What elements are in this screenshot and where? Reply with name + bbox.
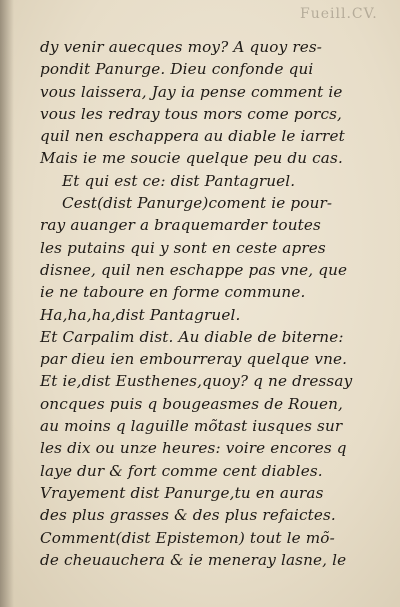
text-line: oncques puis q bougeasmes de Rouen, <box>40 394 344 413</box>
text-line: disnee, quil nen eschappe pas vne, que <box>40 260 348 279</box>
text-line: au moins q laguille mõtast iusques sur <box>40 417 343 436</box>
text-line: vous les redray tous mors come porcs, <box>40 104 343 123</box>
text-line: Et Carpalim dist. Au diable de biterne: <box>40 327 344 346</box>
text-line: de cheuauchera & ie meneray lasne, le <box>40 550 347 569</box>
binding-shadow <box>0 0 14 607</box>
text-line: quil nen eschappera au diable le iarret <box>40 127 345 146</box>
text-line: Comment(dist Epistemon) tout le mõ- <box>40 528 335 547</box>
text-line: Ha,ha,ha,dist Pantagruel. <box>40 305 241 324</box>
text-block <box>40 36 380 571</box>
text-line: Cest(dist Panurge)coment ie pour- <box>62 194 333 213</box>
text-line: Et qui est ce: dist Pantagruel. <box>62 171 296 190</box>
text-line: pondit Panurge. Dieu confonde qui <box>40 60 314 79</box>
text-line: ie ne taboure en forme commune. <box>40 283 306 302</box>
text-line: Mais ie me soucie quelque peu du cas. <box>40 149 343 168</box>
text-line: dy venir auecques moy? A quoy res- <box>40 38 323 56</box>
text-line: vous laissera, Jay ia pense comment ie <box>40 82 343 101</box>
text-line: par dieu ien embourreray quelque vne. <box>40 350 348 369</box>
text-line: des plus grasses & des plus refaictes. <box>40 506 336 525</box>
text-line: les putains qui y sont en ceste apres <box>40 238 326 257</box>
text-line: Et ie,dist Eusthenes,quoy? q ne dressay <box>40 372 353 391</box>
text-line: laye dur & fort comme cent diables. <box>40 461 323 480</box>
text-line: les dix ou unze heures: voire encores q <box>40 439 347 458</box>
folio-header: Fueill.CV. <box>300 6 378 22</box>
text-line: Vrayement dist Panurge,tu en auras <box>40 483 324 502</box>
text-line: ray auanger a braquemarder toutes <box>40 216 321 235</box>
